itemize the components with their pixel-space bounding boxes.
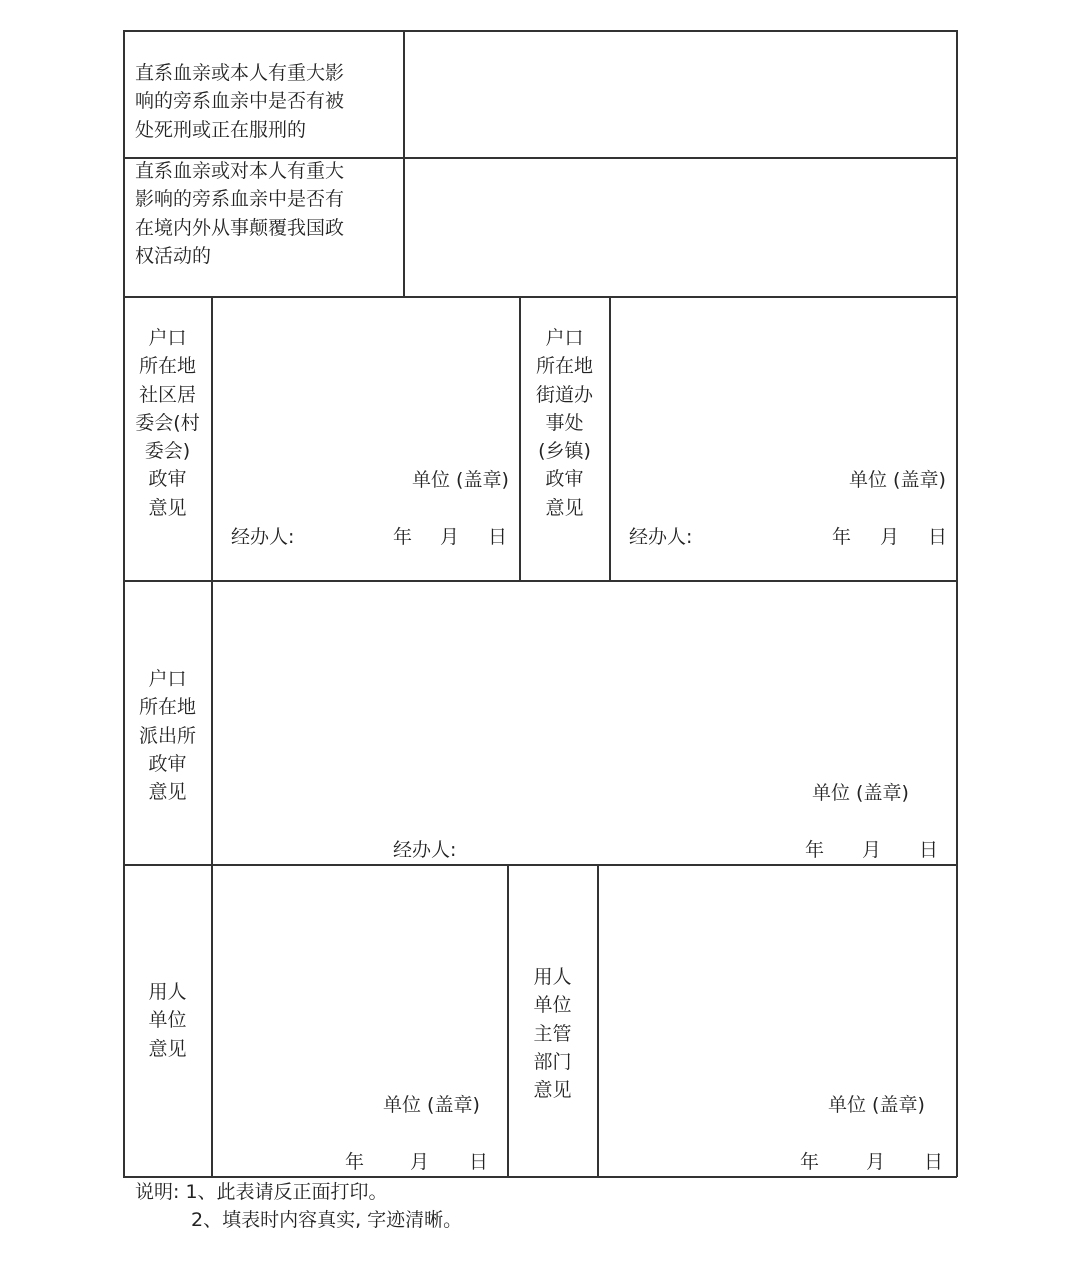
month-label: 月 [880,526,900,548]
stamp-label: 单位 (盖章) [849,469,946,491]
label-line: 政审 [148,468,187,491]
handler-label: 经办人: [231,526,295,548]
label-line: 意见 [148,496,187,519]
year-label: 年 [832,526,852,548]
question-label-death-sentence [135,59,344,144]
year-label: 年 [800,1151,820,1173]
label-line: 意见 [148,1037,187,1060]
supervisor-label [509,963,596,1104]
label-line: 单位 [148,1009,187,1032]
day-label: 日 [928,526,948,548]
note-line-1: 说明: 1、此表请反正面打印。 [135,1181,388,1203]
answer-field-subversion[interactable] [405,159,955,295]
label-line: 单位 [533,994,572,1017]
label-line: 社区居 [138,383,196,406]
label-line: 用人 [148,981,187,1003]
stamp-label: 单位 (盖章) [383,1094,480,1116]
stamp-label: 单位 (盖章) [828,1094,925,1116]
label-line: 派出所 [138,724,196,747]
label-line: 街道办 [535,383,593,406]
label-line: 响的旁系血亲中是否有被 [135,90,345,113]
day-label: 日 [919,839,939,861]
label-line: 所在地 [138,355,196,378]
label-line: 所在地 [535,355,593,378]
month-label: 月 [862,839,882,861]
month-label: 月 [866,1151,886,1173]
handler-label: 经办人: [393,839,457,861]
day-label: 日 [924,1151,944,1173]
answer-field-death-sentence[interactable] [405,32,955,156]
label-line: 直系血亲或对本人有重大 [135,160,345,182]
label-line: 影响的旁系血亲中是否有 [135,188,345,211]
question-label-subversion [135,157,344,270]
stamp-label: 单位 (盖章) [412,469,509,491]
handler-label: 经办人: [629,526,693,548]
table-border-right [956,30,958,1177]
label-line: 意见 [545,496,584,519]
label-line: 在境内外从事颠覆我国政 [135,216,345,239]
note-line-2: 2、填表时内容真实, 字迹清晰。 [191,1209,463,1231]
label-line: 户口 [148,668,187,690]
supervisor-opinion-field[interactable] [599,866,955,1175]
stamp-label: 单位 (盖章) [812,782,909,804]
community-committee-label [125,324,210,522]
label-line: 权活动的 [135,244,212,267]
label-line: 主管 [533,1022,572,1045]
label-line: 委会) [144,440,191,463]
employer-opinion-field[interactable] [213,866,506,1175]
year-label: 年 [805,839,825,861]
label-line: 部门 [533,1050,572,1073]
year-label: 年 [345,1151,365,1173]
month-label: 月 [440,526,460,548]
label-line: (乡镇) [538,440,591,463]
day-label: 日 [469,1151,489,1173]
label-line: 意见 [533,1079,572,1102]
label-line: 户口 [545,327,584,349]
police-opinion-field[interactable] [213,582,955,863]
label-line: 处死刑或正在服刑的 [135,118,307,141]
employer-label [125,978,210,1063]
subdistrict-office-label [521,324,608,522]
label-line: 所在地 [138,696,196,719]
label-line: 用人 [533,966,572,988]
label-line: 事处 [545,411,584,434]
month-label: 月 [410,1151,430,1173]
label-line: 政审 [545,468,584,491]
label-line: 政审 [148,752,187,775]
day-label: 日 [488,526,508,548]
label-line: 意见 [148,781,187,804]
label-line: 委会(村 [135,411,200,434]
label-line: 直系血亲或本人有重大影 [135,62,345,84]
year-label: 年 [393,526,413,548]
label-line: 户口 [148,327,187,349]
police-station-label [125,665,210,806]
